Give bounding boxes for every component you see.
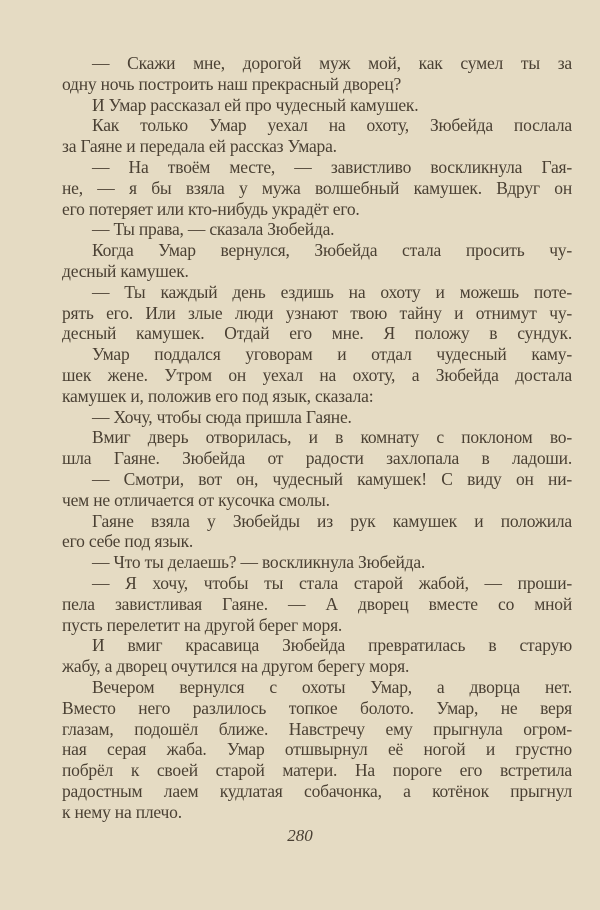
text-line: — Хочу, чтобы сюда пришла Гаяне. xyxy=(92,406,352,427)
text-line: одну ночь построить наш прекрасный дворец? xyxy=(62,73,402,94)
text-line: Вместо него разлилось топкое болото. Умар, не веря xyxy=(62,697,572,718)
text-line: к нему на плечо. xyxy=(62,801,182,822)
text-line: шек жене. Утром он уехал на охоту, а Зюбейда достала xyxy=(62,364,572,385)
text-line: Гаяне взяла у Зюбейды из рук камушек и положила xyxy=(92,510,572,531)
text-line: Вмиг дверь отворилась, и в комнату с поклоном во- xyxy=(92,427,572,448)
text-line: пусть перелетит на другой берег моря. xyxy=(62,614,343,635)
text-line: камушек и, положив его под язык, сказала: xyxy=(62,385,374,406)
text-line: десный камушек. Отдай его мне. Я положу в сундук. xyxy=(62,323,572,344)
text-line: Когда Умар вернулся, Зюбейда стала просить чу- xyxy=(92,240,572,261)
text-line: — Ты права, — сказала Зюбейда. xyxy=(92,219,335,240)
text-line: за Гаяне и передала ей рассказ Умара. xyxy=(62,136,337,157)
text-line: — Что ты делаешь? — воскликнула Зюбейда. xyxy=(92,552,426,573)
text-line: — На твоём месте, — завистливо воскликнула Гая- xyxy=(92,156,572,177)
text-line: его себе под язык. xyxy=(62,531,194,552)
text-line: десный камушек. xyxy=(62,260,189,281)
text-line: радостным лаем кудлатая собачонка, а котёнок прыгнул xyxy=(62,780,572,801)
page-number: 280 xyxy=(287,826,313,845)
text-line: — Я хочу, чтобы ты стала старой жабой, — проши- xyxy=(92,572,572,593)
text-line: Вечером вернулся с охоты Умар, а дворца нет. xyxy=(92,676,572,697)
text-line: не, — я бы взяла у мужа волшебный камушек. Вдруг он xyxy=(62,177,572,198)
text-line: И Умар рассказал ей про чудесный камушек. xyxy=(92,94,419,115)
text-line: побрёл к своей старой матери. На пороге его встретила xyxy=(62,760,572,781)
text-line: глазам, подошёл ближе. Навстречу ему прыгнула огром- xyxy=(62,718,572,739)
text-line: рять его. Или злые люди узнают твою тайну и отнимут чу- xyxy=(62,302,572,323)
text-line: Как только Умар уехал на охоту, Зюбейда послала xyxy=(92,115,572,136)
text-line: жабу, а дворец очутился на другом берегу моря. xyxy=(62,656,410,677)
text-line: — Смотри, вот он, чудесный камушек! С виду он ни- xyxy=(92,468,572,489)
text-line: Умар поддался уговорам и отдал чудесный каму- xyxy=(92,344,572,365)
text-line: пела завистливая Гаяне. — А дворец вместе со мной xyxy=(62,593,572,614)
text-line: И вмиг красавица Зюбейда превратилась в старую xyxy=(92,635,572,656)
text-line: — Ты каждый день ездишь на охоту и можешь поте- xyxy=(92,281,572,302)
text-line: — Скажи мне, дорогой муж мой, как сумел ты за xyxy=(92,53,572,73)
text-line: его потеряет или кто-нибудь украдёт его. xyxy=(62,198,360,219)
text-line: чем не отличается от кусочка смолы. xyxy=(62,489,330,510)
text-line: шла Гаяне. Зюбейда от радости захлопала в ладоши. xyxy=(62,448,572,469)
text-line: ная серая жаба. Умар отшвырнул её ногой и грустно xyxy=(62,739,572,760)
page-text xyxy=(62,53,572,822)
